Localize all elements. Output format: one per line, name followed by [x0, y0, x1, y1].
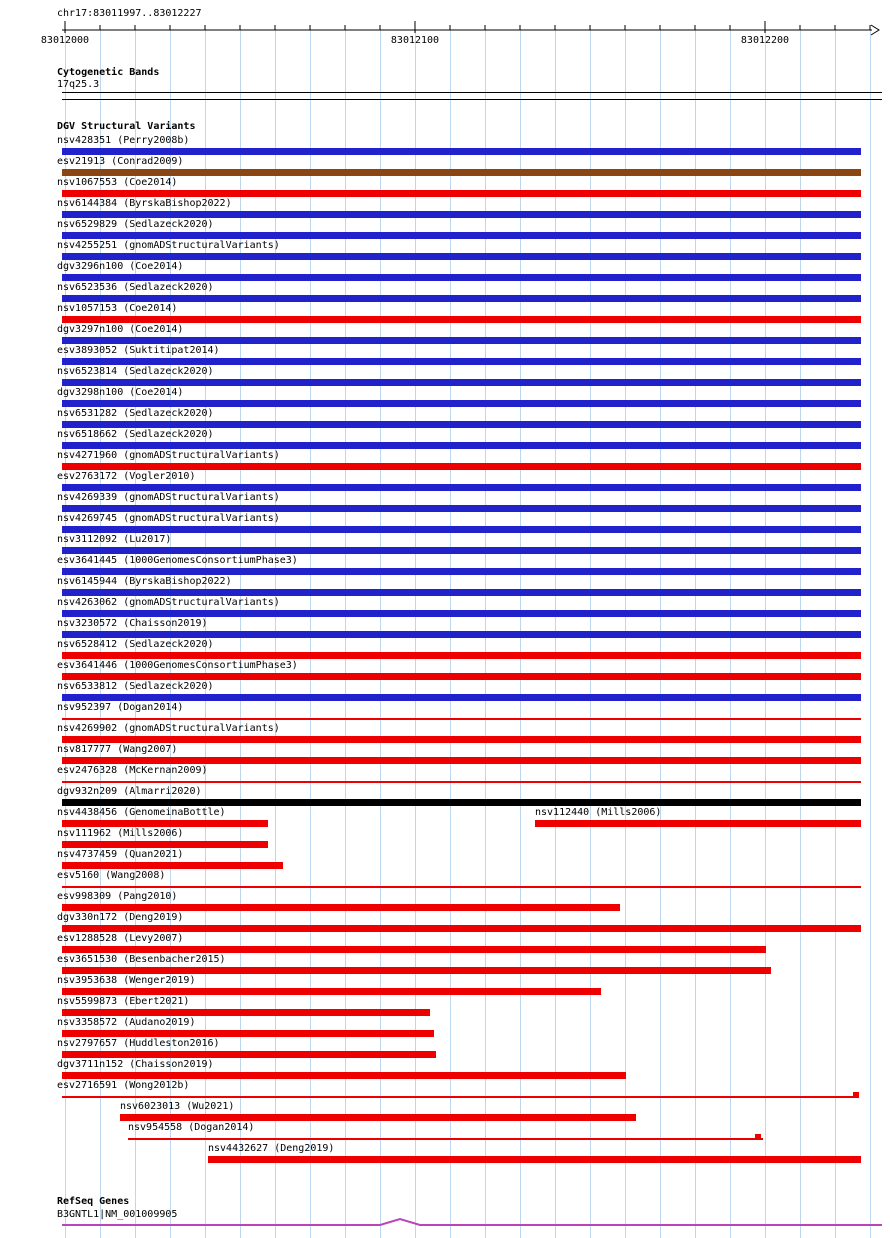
variant-label: nsv3358572 (Audano2019) — [57, 1017, 196, 1028]
variant-row — [0, 932, 890, 953]
variant-label: nsv4269902 (gnomADStructuralVariants) — [57, 723, 280, 734]
variant-label: nsv6523536 (Sedlazeck2020) — [57, 282, 214, 293]
variant-bar[interactable] — [62, 295, 861, 302]
refseq-gene-glyph[interactable] — [0, 1215, 890, 1238]
variant-label: nsv4438456 (GenomeinaBottle) — [57, 807, 226, 818]
variant-bar[interactable] — [62, 505, 861, 512]
variant-bar[interactable] — [62, 631, 861, 638]
variant-bar[interactable] — [62, 886, 861, 888]
cytogenetic-band-label: 17q25.3 — [57, 79, 100, 90]
variant-row — [0, 533, 890, 554]
variant-label: esv3893052 (Suktitipat2014) — [57, 345, 220, 356]
variant-label: nsv3953638 (Wenger2019) — [57, 975, 196, 986]
variant-row — [0, 344, 890, 365]
variant-label: nsv3230572 (Chaisson2019) — [57, 618, 208, 629]
variant-label: dgv3298n100 (Coe2014) — [57, 387, 184, 398]
variant-label: esv3641446 (1000GenomesConsortiumPhase3) — [57, 660, 298, 671]
variant-bar[interactable] — [128, 1138, 763, 1140]
variant-row — [0, 386, 890, 407]
variant-row — [0, 1142, 890, 1163]
variant-bar[interactable] — [62, 799, 861, 806]
variant-row — [0, 1016, 890, 1037]
ruler-tick-label: 83012200 — [740, 35, 790, 46]
variant-label: esv5160 (Wang2008) — [57, 870, 166, 881]
variant-bar[interactable] — [62, 1051, 436, 1058]
variant-label: esv3641445 (1000GenomesConsortiumPhase3) — [57, 555, 298, 566]
variant-row — [0, 617, 890, 638]
variant-row — [0, 197, 890, 218]
variant-row — [0, 155, 890, 176]
ruler-tick-label: 83012000 — [40, 35, 90, 46]
variant-bar[interactable] — [62, 967, 771, 974]
dgv-structural-variants-title: DGV Structural Variants — [57, 121, 196, 132]
variant-row — [0, 1100, 890, 1121]
variant-row — [0, 407, 890, 428]
refseq-genes-title: RefSeq Genes — [57, 1196, 130, 1207]
variant-row — [0, 764, 890, 785]
variant-bar[interactable] — [62, 484, 861, 491]
variant-row — [0, 302, 890, 323]
variant-bar[interactable] — [62, 694, 861, 701]
variant-bar[interactable] — [62, 526, 861, 533]
variant-bar[interactable] — [62, 358, 861, 365]
variant-label: nsv4737459 (Quan2021) — [57, 849, 184, 860]
variant-row — [0, 239, 890, 260]
variant-row — [0, 659, 890, 680]
variant-row — [0, 491, 890, 512]
variant-row — [0, 1058, 890, 1079]
variant-label: nsv5599873 (Ebert2021) — [57, 996, 190, 1007]
variant-label: nsv3112092 (Lu2017) — [57, 534, 172, 545]
variant-bar[interactable] — [62, 610, 861, 617]
variant-bar[interactable] — [62, 148, 861, 155]
variant-row — [0, 1079, 890, 1100]
variant-label: nsv4263062 (gnomADStructuralVariants) — [57, 597, 280, 608]
variant-bar[interactable] — [62, 652, 861, 659]
variant-bar[interactable] — [62, 379, 861, 386]
variant-bar[interactable] — [62, 169, 861, 176]
variant-bar[interactable] — [62, 904, 620, 911]
variant-row — [0, 218, 890, 239]
variant-label: nsv6529829 (Sedlazeck2020) — [57, 219, 214, 230]
variant-label: esv21913 (Conrad2009) — [57, 156, 184, 167]
variant-label: nsv112440 (Mills2006) — [535, 807, 662, 818]
variant-row — [0, 575, 890, 596]
variant-label: nsv2797657 (Huddleston2016) — [57, 1038, 220, 1049]
variant-row — [0, 701, 890, 722]
variant-row — [0, 323, 890, 344]
variant-label: dgv3297n100 (Coe2014) — [57, 324, 184, 335]
variant-row — [0, 428, 890, 449]
variant-row — [0, 722, 890, 743]
variant-row — [0, 281, 890, 302]
variant-label: esv998309 (Pang2010) — [57, 891, 178, 902]
refseq-gene-label: B3GNTL1|NM_001009905 — [57, 1209, 178, 1220]
variant-bar[interactable] — [62, 1009, 430, 1016]
ruler-tick-label: 83012100 — [390, 35, 440, 46]
variant-label: nsv952397 (Dogan2014) — [57, 702, 184, 713]
variant-label: nsv6518662 (Sedlazeck2020) — [57, 429, 214, 440]
variant-bar[interactable] — [62, 1030, 434, 1037]
variant-bar[interactable] — [62, 673, 861, 680]
variant-row — [0, 470, 890, 491]
variant-label: esv2763172 (Vogler2010) — [57, 471, 196, 482]
variant-bar[interactable] — [62, 190, 861, 197]
cytogenetic-bands-title: Cytogenetic Bands — [57, 67, 160, 78]
variant-label: dgv3711n152 (Chaisson2019) — [57, 1059, 214, 1070]
variant-row — [0, 785, 890, 806]
variant-bar[interactable] — [62, 925, 861, 932]
variant-label: nsv817777 (Wang2007) — [57, 744, 178, 755]
variant-row — [0, 260, 890, 281]
variant-label: nsv6528412 (Sedlazeck2020) — [57, 639, 214, 650]
variant-bar[interactable] — [208, 1156, 861, 1163]
variant-bar[interactable] — [62, 946, 766, 953]
variant-label: dgv3296n100 (Coe2014) — [57, 261, 184, 272]
variant-bar[interactable] — [62, 337, 861, 344]
variant-label: nsv428351 (Perry2008b) — [57, 135, 190, 146]
variant-label: nsv4269745 (gnomADStructuralVariants) — [57, 513, 280, 524]
variant-label: nsv6144384 (ByrskaBishop2022) — [57, 198, 232, 209]
variant-bar[interactable] — [62, 463, 861, 470]
variant-bar[interactable] — [62, 1072, 626, 1079]
variant-row — [0, 596, 890, 617]
variant-label: nsv954558 (Dogan2014) — [128, 1122, 255, 1133]
variant-label: nsv4255251 (gnomADStructuralVariants) — [57, 240, 280, 251]
variant-bar[interactable] — [62, 442, 861, 449]
variant-bar[interactable] — [62, 589, 861, 596]
variant-bar[interactable] — [62, 211, 861, 218]
variant-label: nsv6533812 (Sedlazeck2020) — [57, 681, 214, 692]
variant-bar[interactable] — [62, 400, 861, 407]
variant-row — [0, 365, 890, 386]
variant-label: nsv4432627 (Deng2019) — [208, 1143, 335, 1154]
variant-row — [0, 974, 890, 995]
variant-row — [0, 743, 890, 764]
variant-label: esv1288528 (Levy2007) — [57, 933, 184, 944]
variant-row — [0, 869, 890, 890]
variant-row — [0, 995, 890, 1016]
variant-bar[interactable] — [535, 820, 861, 827]
variant-label: nsv111962 (Mills2006) — [57, 828, 184, 839]
variant-row — [0, 1121, 890, 1142]
variant-bar[interactable] — [62, 274, 861, 281]
region-label: chr17:83011997..83012227 — [57, 8, 202, 19]
variant-bar[interactable] — [62, 862, 283, 869]
variant-bar[interactable] — [62, 736, 861, 743]
variant-label: nsv6531282 (Sedlazeck2020) — [57, 408, 214, 419]
variant-bar[interactable] — [62, 232, 861, 239]
variant-row — [0, 680, 890, 701]
variant-bar[interactable] — [62, 820, 268, 827]
variant-bar[interactable] — [62, 718, 861, 720]
variant-end-marker — [755, 1134, 761, 1140]
variant-row — [0, 554, 890, 575]
variant-row — [0, 827, 890, 848]
variant-bar[interactable] — [62, 841, 268, 848]
variant-label: nsv6523814 (Sedlazeck2020) — [57, 366, 214, 377]
variant-label: nsv4269339 (gnomADStructuralVariants) — [57, 492, 280, 503]
variant-label: esv2716591 (Wong2012b) — [57, 1080, 190, 1091]
variant-label: nsv1057153 (Coe2014) — [57, 303, 178, 314]
variant-label: nsv6145944 (ByrskaBishop2022) — [57, 576, 232, 587]
variant-bar[interactable] — [62, 547, 861, 554]
variant-bar[interactable] — [62, 988, 601, 995]
variant-row — [0, 449, 890, 470]
variant-row — [0, 638, 890, 659]
variant-label: esv2476328 (McKernan2009) — [57, 765, 208, 776]
variant-row — [0, 953, 890, 974]
variant-bar[interactable] — [62, 1096, 853, 1098]
variant-end-marker — [853, 1092, 859, 1098]
variant-bar[interactable] — [62, 568, 861, 575]
variant-bar[interactable] — [62, 781, 861, 783]
variant-row — [0, 176, 890, 197]
variant-row — [0, 1037, 890, 1058]
variant-label: nsv4271960 (gnomADStructuralVariants) — [57, 450, 280, 461]
variant-bar[interactable] — [62, 421, 861, 428]
variant-label: nsv1067553 (Coe2014) — [57, 177, 178, 188]
variant-row — [0, 848, 890, 869]
variant-row — [0, 134, 890, 155]
variant-bar[interactable] — [62, 316, 861, 323]
variant-label: dgv330n172 (Deng2019) — [57, 912, 184, 923]
variant-label: dgv932n209 (Almarri2020) — [57, 786, 202, 797]
variant-row — [0, 806, 890, 827]
variant-label: nsv6023013 (Wu2021) — [120, 1101, 235, 1112]
variant-row — [0, 512, 890, 533]
variant-row — [0, 911, 890, 932]
variant-row — [0, 890, 890, 911]
variant-bar[interactable] — [62, 757, 861, 764]
variant-label: esv3651530 (Besenbacher2015) — [57, 954, 226, 965]
variant-bar[interactable] — [120, 1114, 636, 1121]
variant-bar[interactable] — [62, 253, 861, 260]
